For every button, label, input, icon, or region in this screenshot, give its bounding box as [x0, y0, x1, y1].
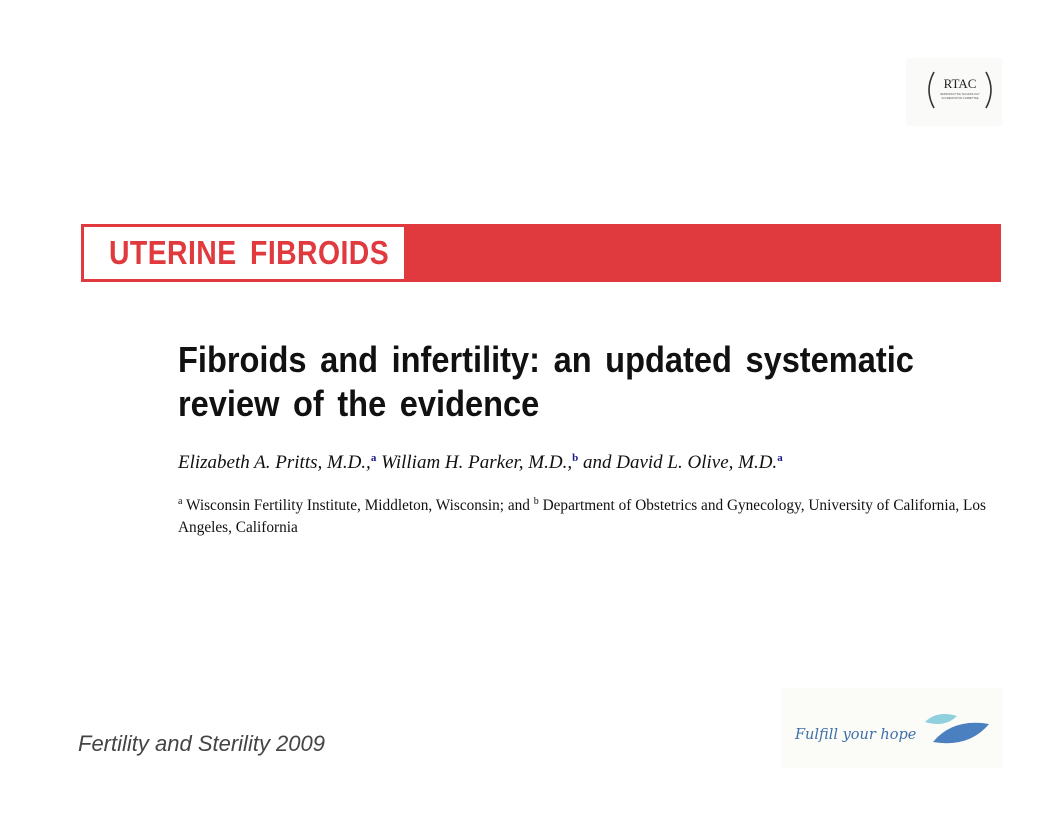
affiliations	[178, 491, 990, 539]
affiliation-mark: a	[178, 496, 183, 507]
section-banner	[81, 224, 1001, 282]
rtac-logo-subtext-1: REPRODUCTIVE TECHNOLOGY	[940, 93, 980, 96]
rtac-logo	[906, 58, 1002, 126]
rtac-logo-mark	[906, 58, 1002, 126]
rtac-logo-text: RTAC	[943, 76, 977, 91]
leaf-icon	[919, 708, 991, 748]
journal-citation: Fertility and Sterility 2009	[78, 731, 325, 756]
author-affiliation-mark: b	[572, 452, 579, 464]
affiliation-text: Wisconsin Fertility Institute, Middleton, Wisconsin; and	[186, 497, 530, 514]
author-name: William H. Parker, M.D.,	[381, 452, 573, 473]
author-affiliation-mark: a	[777, 452, 783, 464]
affiliation-text: Department of Obstetrics and Gynecology, University of California, Los Angeles, California	[178, 497, 986, 536]
author-name: and David L. Olive, M.D.	[582, 452, 778, 473]
fulfill-your-hope-logo	[781, 688, 1003, 768]
section-banner-label-box	[84, 227, 404, 279]
author-list	[178, 452, 998, 474]
section-banner-label: UTERINE FIBROIDS	[109, 234, 390, 271]
author-affiliation-mark: a	[370, 452, 377, 464]
paper-title: Fibroids and infertility: an updated systematic review of the evidence	[178, 339, 914, 424]
author-name: Elizabeth A. Pritts, M.D.,	[178, 452, 371, 473]
affiliation-mark: b	[533, 496, 539, 507]
rtac-logo-subtext-2: ACCREDITATION COMMITTEE	[941, 97, 979, 100]
hope-logo-text: Fulfill your hope	[795, 727, 917, 743]
